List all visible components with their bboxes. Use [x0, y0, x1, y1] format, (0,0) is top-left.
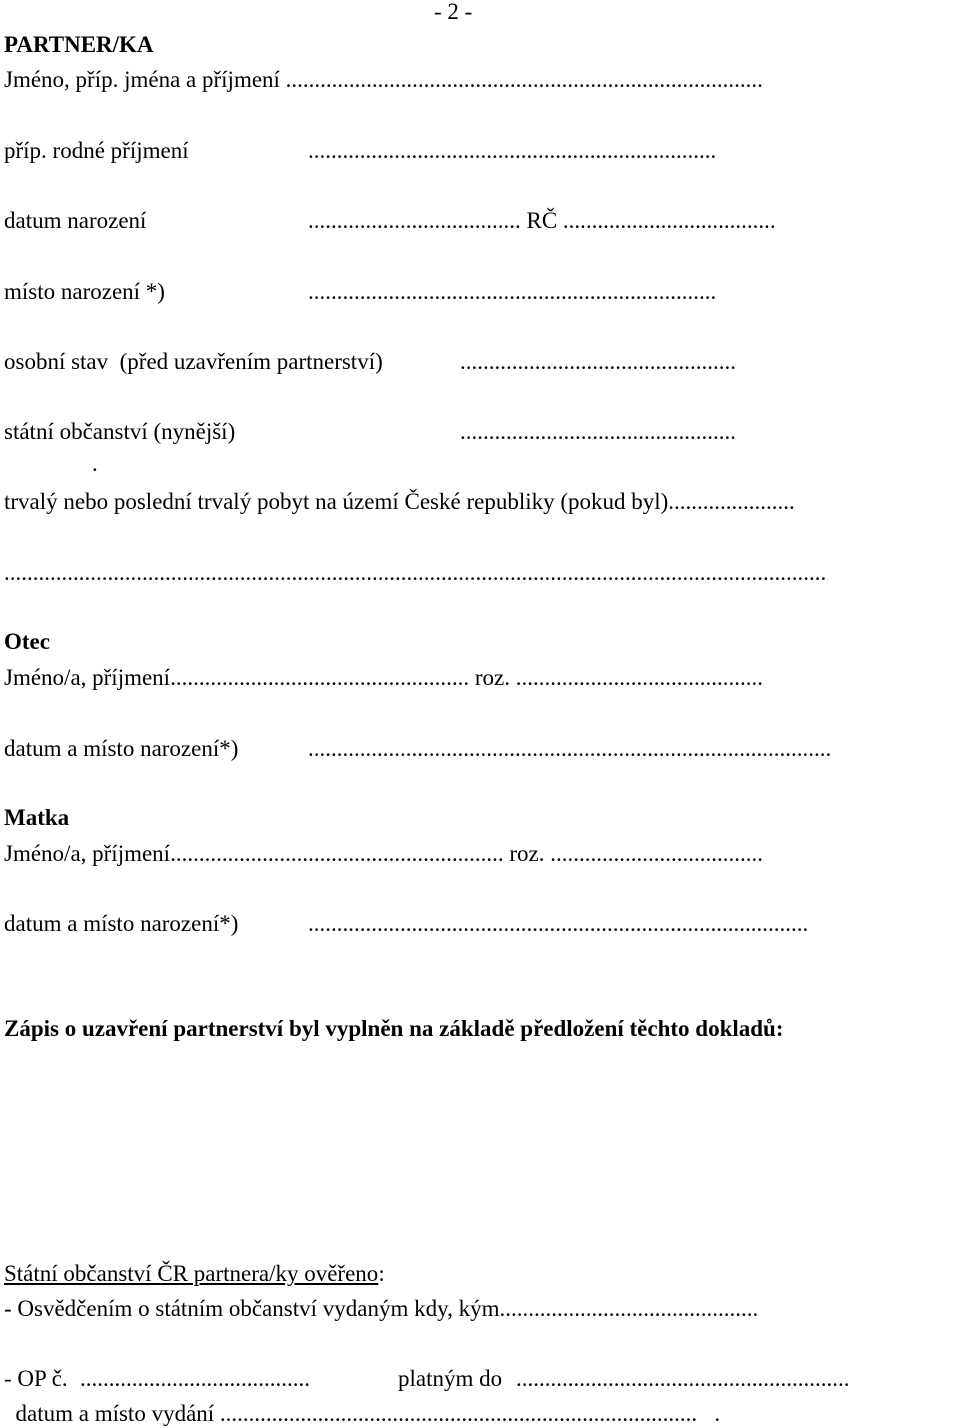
maiden-name-field: ....................................................................... — [308, 138, 717, 163]
page-number: - 2 - — [434, 0, 473, 24]
citizenship-label: státní občanství (nynější) — [4, 419, 236, 444]
birth-place-field: ....................................................................... — [308, 279, 717, 304]
certificate-line: - Osvědčením o státním občanství vydaným kdy, kým............................................. — [4, 1296, 759, 1321]
citizenship-check-colon: : — [378, 1261, 385, 1286]
valid-until-field: .......................................................... — [516, 1366, 850, 1391]
birth-date-field: ..................................... RČ ..................................... — [308, 208, 776, 233]
mother-birth-label: datum a místo narození*) — [4, 911, 239, 936]
citizenship-check-heading — [4, 1262, 385, 1285]
mother-birth-field: ....................................................................................... — [308, 911, 809, 936]
citizenship-check-title: Státní občanství ČR partnera/ky ověřeno — [4, 1261, 379, 1286]
partner-heading: PARTNER/KA — [4, 32, 154, 57]
father-birth-field: ........................................................................................... — [308, 736, 832, 761]
birth-date-label: datum narození — [4, 208, 147, 233]
mother-heading: Matka — [4, 805, 70, 830]
stray-dot: . — [92, 451, 98, 476]
residence-line: trvalý nebo poslední trvalý pobyt na území České republiky (pokud byl)...................... — [4, 489, 795, 514]
mother-name-line: Jméno/a, příjmení.......................................................... roz. ..................................... — [4, 841, 763, 866]
birth-place-label: místo narození *) — [4, 279, 165, 304]
op-label: - OP č. — [4, 1366, 68, 1391]
documents-heading: Zápis o uzavření partnerství byl vyplněn na základě předložení těchto dokladů: — [4, 1016, 784, 1041]
residence-continuation: ............................................................................................................................................... — [4, 560, 827, 585]
partner-name-line: Jméno, příp. jména a příjmení ................................................................................... — [4, 67, 763, 92]
op-number-field: ........................................ — [80, 1366, 310, 1391]
father-birth-label: datum a místo narození*) — [4, 736, 239, 761]
valid-until-label: platným do — [398, 1366, 503, 1391]
father-name-line: Jméno/a, příjmení.................................................... roz. ........................................... — [4, 665, 763, 690]
marital-status-label: osobní stav (před uzavřením partnerství) — [4, 349, 383, 374]
maiden-name-label: příp. rodné příjmení — [4, 138, 189, 163]
issued-line: datum a místo vydání ................................................................................... . — [4, 1401, 721, 1426]
marital-status-field: ................................................ — [460, 349, 736, 374]
citizenship-field: ................................................ — [460, 419, 736, 444]
father-heading: Otec — [4, 629, 50, 654]
